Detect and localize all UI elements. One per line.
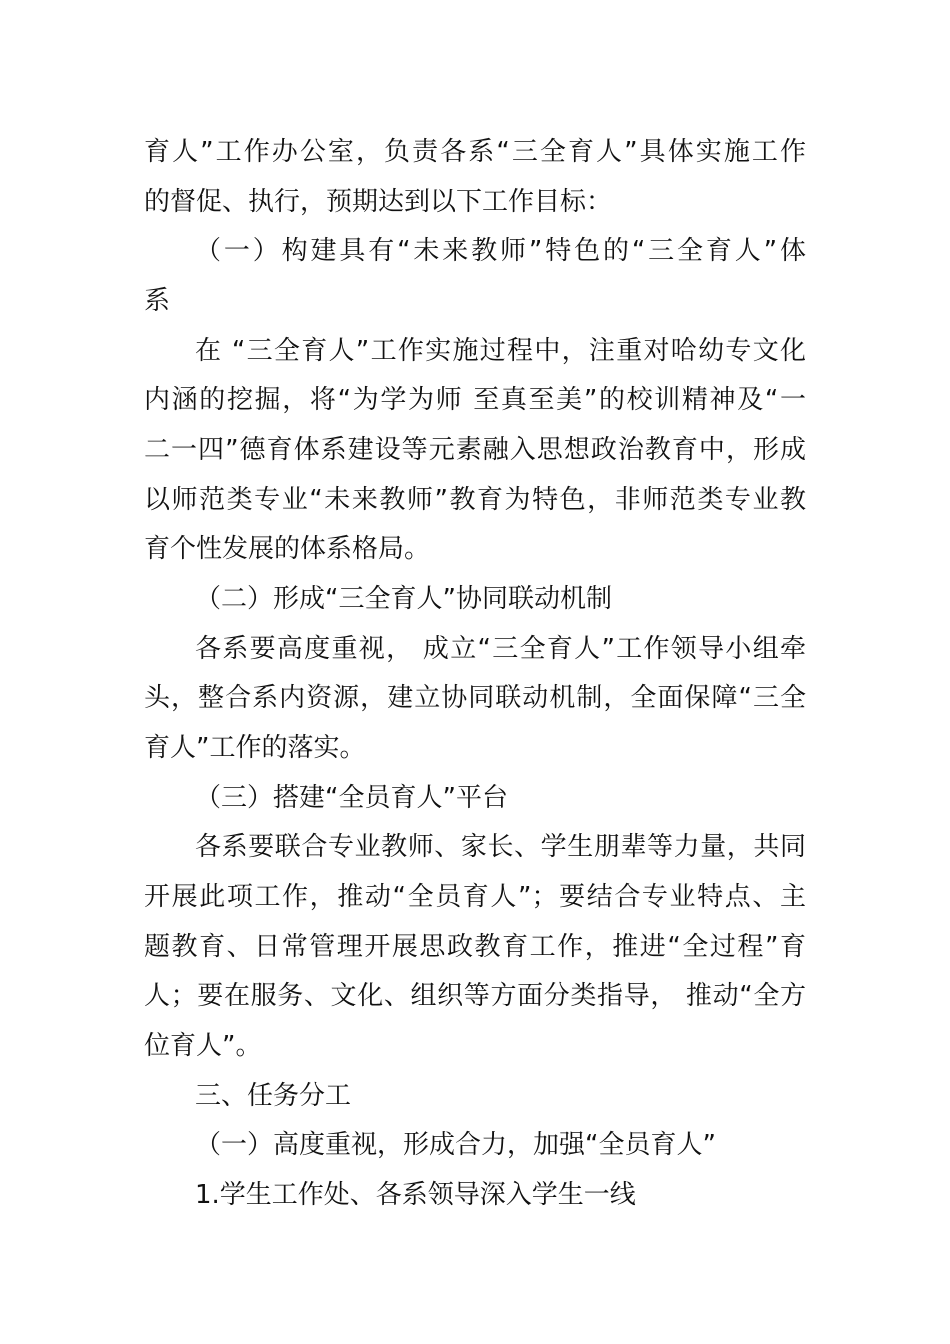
section-heading: （二）形成“三全育人”协同联动机制 [195, 584, 612, 614]
text-line: 人；要在服务、文化、组织等方面分类指导， 推动“全方 [144, 981, 806, 1011]
text-line: 育人”工作办公室，负责各系“三全育人”具体实施工作 [144, 137, 806, 167]
text-line: 二一四”德育体系建设等元素融入思想政治教育中，形成 [144, 435, 806, 465]
section-heading: （三）搭建“全员育人”平台 [195, 783, 508, 813]
text-line: 育个性发展的体系格局。 [144, 534, 431, 564]
text-line: 在 “三全育人”工作实施过程中，注重对哈幼专文化 [195, 336, 806, 366]
text-line: 开展此项工作，推动“全员育人”；要结合专业特点、主 [144, 882, 806, 912]
text-line: 各系要联合专业教师、家长、学生朋辈等力量，共同 [195, 832, 806, 862]
section-heading-continued: 系 [144, 286, 171, 316]
section-heading: （一）高度重视，形成合力，加强“全员育人” [195, 1130, 716, 1160]
text-line: 育人”工作的落实。 [144, 733, 366, 763]
chapter-heading: 三、任务分工 [195, 1081, 352, 1111]
text-line: 的督促、执行，预期达到以下工作目标： [144, 187, 613, 217]
text-line: 各系要高度重视， 成立“三全育人”工作领导小组牵 [195, 634, 806, 664]
text-line: 位育人”。 [144, 1031, 262, 1061]
section-heading: （一）构建具有“未来教师”特色的“三全育人”体 [195, 236, 806, 266]
text-line: 内涵的挖掘，将“为学为师 至真至美”的校训精神及“一 [144, 385, 806, 415]
text-line: 题教育、日常管理开展思政教育工作，推进“全过程”育 [144, 932, 806, 962]
subsection-heading: 1.学生工作处、各系领导深入学生一线 [195, 1180, 636, 1210]
text-line: 头，整合系内资源，建立协同联动机制，全面保障“三全 [144, 683, 806, 713]
text-line: 以师范类专业“未来教师”教育为特色，非师范类专业教 [144, 485, 806, 515]
